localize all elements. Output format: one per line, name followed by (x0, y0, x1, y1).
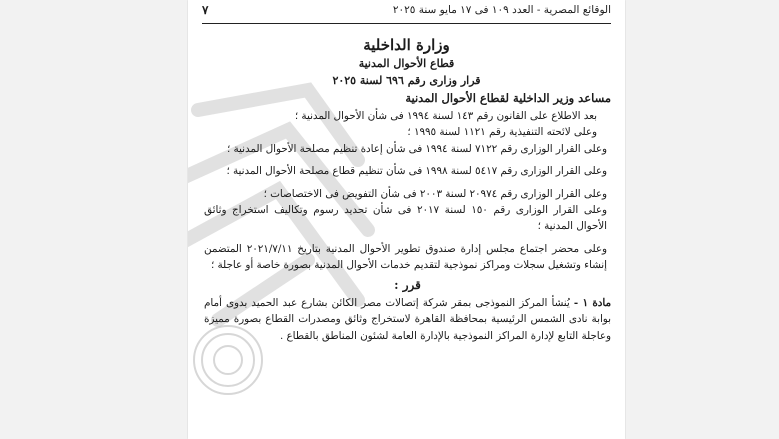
preamble-item: وعلى القرار الوزارى رقم ١٥٠ لسنة ٢٠١٧ فى شأن تحديد رسوم وتكاليف استخراج وثائق الأحوال المدنية ؛ (204, 204, 607, 233)
gazette-header-text: الوقائع المصرية - العدد ١٠٩ فى ١٧ مايو سنة ٢٠٢٥ (392, 4, 611, 16)
header-rule (202, 23, 611, 24)
decree-body (204, 108, 611, 344)
decree-heading: قرر : (394, 277, 421, 292)
page-header (202, 2, 611, 22)
document-page (188, 0, 625, 439)
article-text: يُنشأ المركز النموذجى بمقر شركة إتصالات مصر الكائن بشارع عبد الحميد بدوى أمام بوابة نادى الشمس الرئيسية بمحافظة القاهرة لاستخراج وثائق ومصدرات القطاع بصورة مميزة وعاجلة التابع لإدارة المراكز النموذجية بالإدارة العامة لشئون المناطق بالقطاع . (204, 297, 611, 342)
preamble-item: وعلى القرار الوزارى رقم ٥٤١٧ لسنة ١٩٩٨ فى شأن تنظيم قطاع مصلحة الأحوال المدنية ؛ (226, 165, 607, 178)
preamble-item: بعد الاطلاع على القانون رقم ١٤٣ لسنة ١٩٩٤ فى شأن الأحوال المدنية ؛ (294, 110, 597, 122)
preamble-item: وعلى لائحته التنفيذية رقم ١١٢١ لسنة ١٩٩٥ ؛ (407, 126, 597, 139)
preamble-item: وعلى محضر اجتماع مجلس إدارة صندوق تطوير الأحوال المدنية بتاريخ ٢٠٢١/٧/١١ المتضمن إنشاء وتشغيل سجلات ومراكز نموذجية لتقديم خدمات الأحوال المدنية بصورة خاصة أو عاجلة ؛ (204, 242, 607, 272)
preamble-item: وعلى القرار الوزارى رقم ٧١٢٢ لسنة ١٩٩٤ فى شأن إعادة تنظيم مصلحة الأحوال المدنية ؛ (226, 142, 607, 155)
issuer-title: مساعد وزير الداخلية لقطاع الأحوال المدنية (405, 91, 611, 105)
article-1 (204, 295, 611, 344)
preamble-item: وعلى القرار الوزارى رقم ٢٠٩٧٤ لسنة ٢٠٠٣ فى شأن التفويض فى الاختصاصات ؛ (263, 187, 607, 200)
page-number: ٧ (202, 3, 209, 17)
sector-title: قطاع الأحوال المدنية (358, 57, 455, 70)
decree-number: قرار وزارى رقم ٦٩٦ لسنة ٢٠٢٥ (332, 74, 481, 87)
ministry-title: وزارة الداخلية (363, 36, 450, 54)
article-label: مادة ١ - (573, 297, 611, 310)
